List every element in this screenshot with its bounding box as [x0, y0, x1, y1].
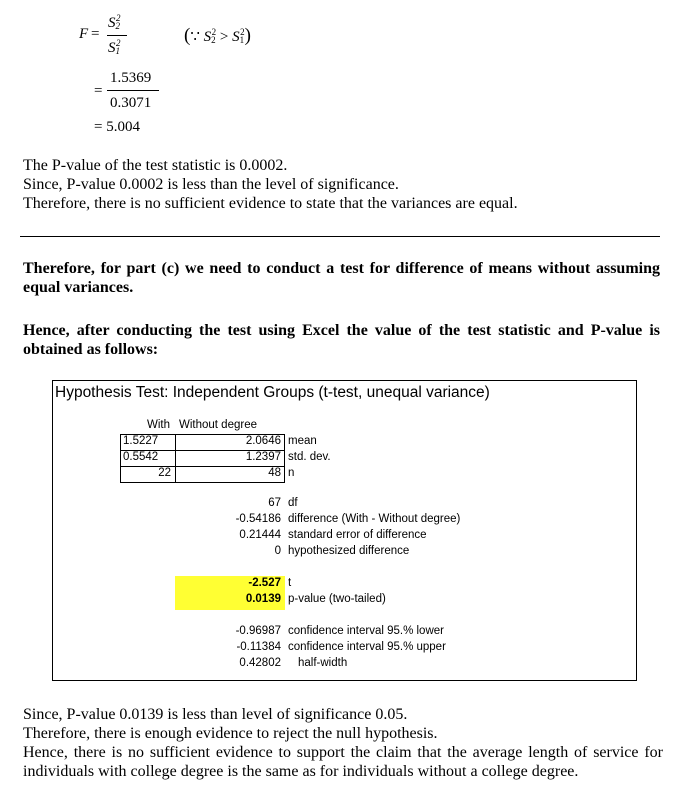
numerator-variance: $S_2^2$: [108, 13, 121, 31]
row-label: mean: [288, 435, 317, 447]
without-stddev: 1.2397: [245, 451, 281, 463]
stat-label: confidence interval 95.% lower: [288, 625, 444, 637]
text-line: Hence, there is no sufficient evidence to support the claim that the average length of service for individuals with college degree is the same as for individuals without a college degree.: [23, 744, 663, 780]
col-header-with: With: [147, 419, 170, 431]
stat-label: df: [288, 497, 298, 509]
step-denominator: 0.3071: [110, 95, 152, 111]
stat-label: half-width: [298, 657, 348, 669]
condition: (∵ $S_2^2 > S_1^2$): [184, 25, 251, 46]
stat-label: confidence interval 95.% upper: [288, 641, 446, 653]
ci-lower-value: -0.96987: [235, 625, 281, 637]
excel-output-box: [52, 380, 637, 681]
with-n: 22: [158, 467, 171, 479]
f-symbol: F: [79, 26, 89, 42]
equals-sign: =: [91, 26, 100, 42]
conclusion-paragraph: [23, 705, 663, 781]
with-mean: 1.5227: [123, 435, 159, 447]
col-header-without: Without degree: [179, 419, 257, 431]
t-statistic-value: -2.527: [248, 577, 281, 589]
row-label: std. dev.: [288, 451, 331, 463]
step-fraction-bar: [107, 90, 159, 91]
grid-line: [120, 482, 285, 483]
fraction-bar: [107, 35, 127, 36]
without-mean: 2.0646: [245, 435, 281, 447]
stat-label: hypothesized difference: [288, 545, 410, 557]
half-width-value: 0.42802: [239, 657, 281, 669]
text-line: Therefore, there is no sufficient evidence to state that the variances are equal.: [23, 195, 518, 212]
excel-title: Hypothesis Test: Independent Groups (t-test, unequal variance): [55, 384, 490, 401]
p-value-paragraph: [23, 156, 518, 213]
with-stddev: 0.5542: [123, 451, 159, 463]
difference-value: -0.54186: [235, 513, 281, 525]
without-n: 48: [268, 467, 281, 479]
excel-intro-paragraph: Hence, after conducting the test using Excel the value of the test statistic and P-value is obtained as follows:: [23, 322, 660, 358]
row-label: n: [288, 467, 295, 479]
hypothesized-diff-value: 0: [274, 545, 281, 557]
stat-label: difference (With - Without degree): [288, 513, 461, 525]
stat-label: t: [288, 577, 292, 589]
p-value-value: 0.0139: [245, 593, 281, 605]
divider: [20, 236, 660, 237]
ci-upper-value: -0.11384: [236, 641, 281, 653]
denominator-variance: $S_1^2$: [108, 38, 121, 56]
stat-label: p-value (two-tailed): [288, 593, 386, 605]
step-numerator: 1.5369: [110, 70, 152, 86]
text-line: Therefore, there is enough evidence to reject the null hypothesis.: [23, 725, 438, 742]
grid-line: [284, 434, 285, 482]
stat-label: standard error of difference: [288, 529, 427, 541]
text-line: The P-value of the test statistic is 0.0002.: [23, 157, 288, 174]
grid-line: [175, 434, 176, 482]
step-equals: =: [94, 83, 103, 99]
f-result: = 5.004: [94, 119, 140, 135]
text-line: Since, P-value 0.0139 is less than level of significance 0.05.: [23, 706, 408, 723]
std-error-value: 0.21444: [239, 529, 281, 541]
df-value: 67: [268, 497, 281, 509]
part-c-paragraph: Therefore, for part (c) we need to conduct a test for difference of means without assuming equal variances.: [23, 260, 660, 296]
text-line: Since, P-value 0.0002 is less than the level of significance.: [23, 176, 399, 193]
